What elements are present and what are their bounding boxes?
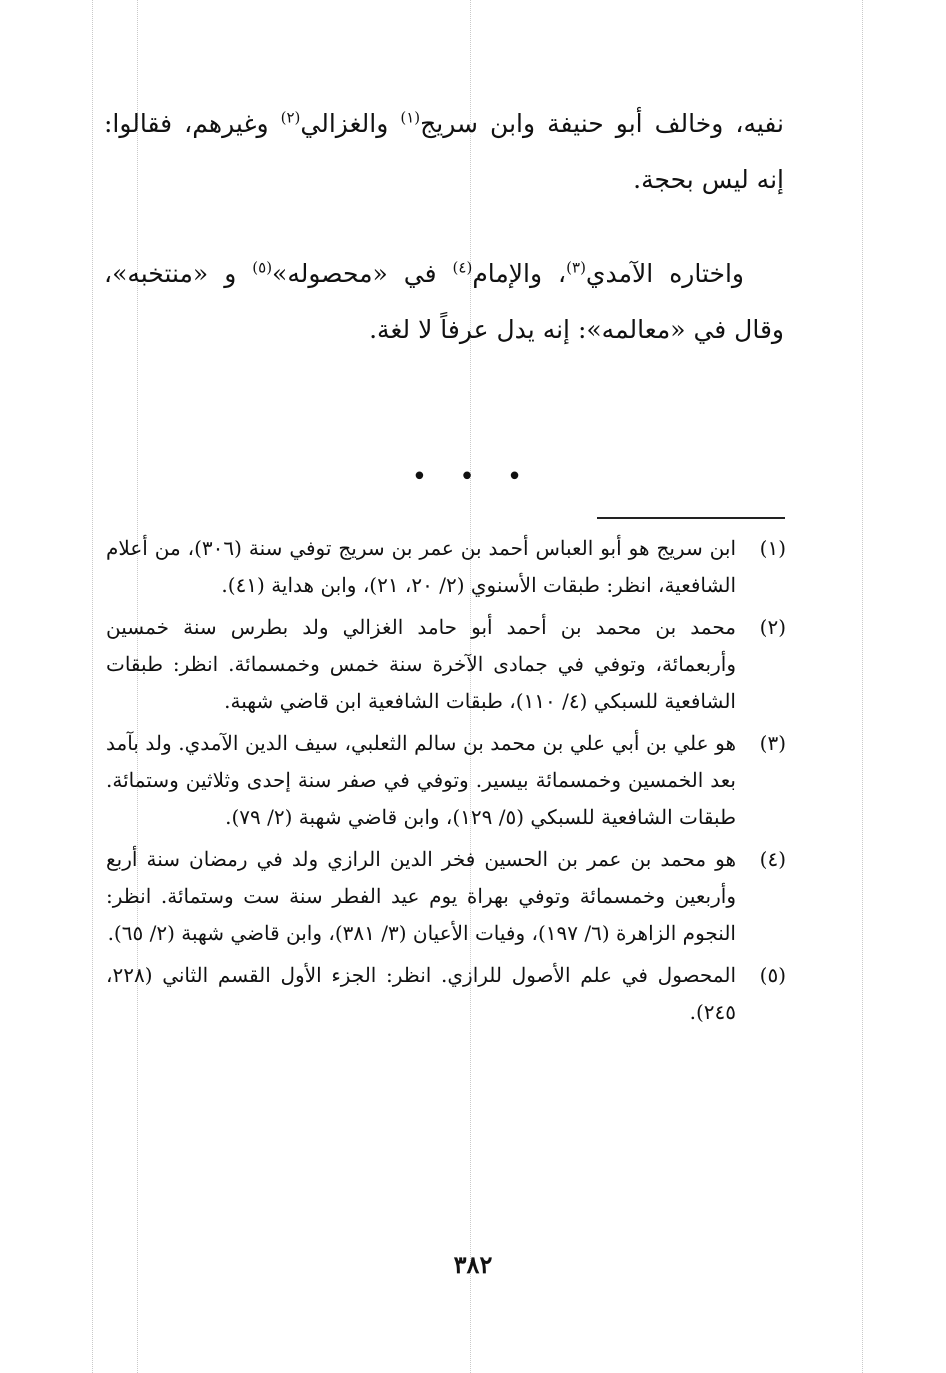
footnote-number: (٥) [759, 963, 786, 987]
footnote-text: هو محمد بن عمر بن الحسين فخر الدين الرازي ولد في رمضان سنة أربع وأربعين وخمسمائة وتوفي بهراة يوم عيد الفطر سنة ست وستمائة. انظر: النجوم الزاهرة (٦/ ١٩٧)، وفيات الأعيان (٣/ ٣٨١)، وابن قاضي شهبة (٢/ ٦٥). [106, 847, 736, 945]
paragraph-text: وغيرهم، فقالوا: إنه ليس بحجة. [104, 109, 784, 194]
footnote-item [106, 725, 786, 836]
footnote-text: هو علي بن أبي علي بن محمد بن سالم الثعلبي، سيف الدين الآمدي. ولد بآمد بعد الخمسين وخمسمائة بيسير. وتوفي في صفر سنة إحدى وثلاثين وستمائة. طبقات الشافعية للسبكي (٥/ ١٢٩)، وابن قاضي شهبة (٢/ ٧٩). [106, 731, 736, 829]
paragraph-text: ، والإمام [472, 259, 567, 288]
paragraph-text: والغزالي [300, 109, 401, 138]
footnote-item [106, 957, 786, 1031]
main-paragraph-1 [104, 96, 784, 208]
paragraph-text: في «محصوله» [272, 259, 453, 288]
footnote-divider [597, 517, 785, 519]
footnote-text: محمد بن محمد بن أحمد أبو حامد الغزالي ولد بطرس سنة خمسين وأربعمائة، وتوفي في جمادى الآخرة سنة خمس وخمسمائة. انظر: طبقات الشافعية للسبكي (٤/ ١١٠)، طبقات الشافعية ابن قاضي شهبة. [106, 615, 736, 713]
footnote-number: (٤) [759, 847, 786, 871]
paragraph-text: واختاره الآمدي [585, 259, 744, 288]
section-separator: • • • [411, 462, 535, 492]
footnote-number: (٢) [759, 615, 786, 639]
scan-guide-line [862, 0, 863, 1373]
footnote-ref-1[interactable]: (١) [400, 108, 421, 127]
footnotes [106, 530, 786, 1036]
footnote-number: (٣) [759, 731, 786, 755]
footnote-ref-3[interactable]: (٣) [566, 258, 586, 277]
footnote-ref-5[interactable]: (٥) [252, 258, 273, 277]
footnote-ref-2[interactable]: (٢) [280, 108, 301, 127]
paragraph-text: و «منتخبه»، وقال في «معالمه»: إنه يدل عرفاً لا لغة. [104, 259, 784, 344]
footnote-text: ابن سريج هو أبو العباس أحمد بن عمر بن سريج توفي سنة (٣٠٦)، من أعلام الشافعية، انظر: طبقات الأسنوي (٢/ ٢٠، ٢١)، وابن هداية (٤١). [106, 536, 736, 597]
paragraph-text: نفيه، وخالف أبو حنيفة وابن سريج [420, 109, 785, 138]
scan-guide-line [92, 0, 93, 1373]
footnote-item [106, 530, 786, 604]
footnote-ref-4[interactable]: (٤) [452, 258, 473, 277]
footnote-text: المحصول في علم الأصول للرازي. انظر: الجزء الأول القسم الثاني (٢٢٨، ٢٤٥). [106, 963, 736, 1024]
main-paragraph-2 [104, 246, 784, 358]
footnote-item [106, 609, 786, 720]
page-number: ٣٨٢ [453, 1250, 493, 1279]
footnote-item [106, 841, 786, 952]
footnote-number: (١) [759, 536, 786, 560]
